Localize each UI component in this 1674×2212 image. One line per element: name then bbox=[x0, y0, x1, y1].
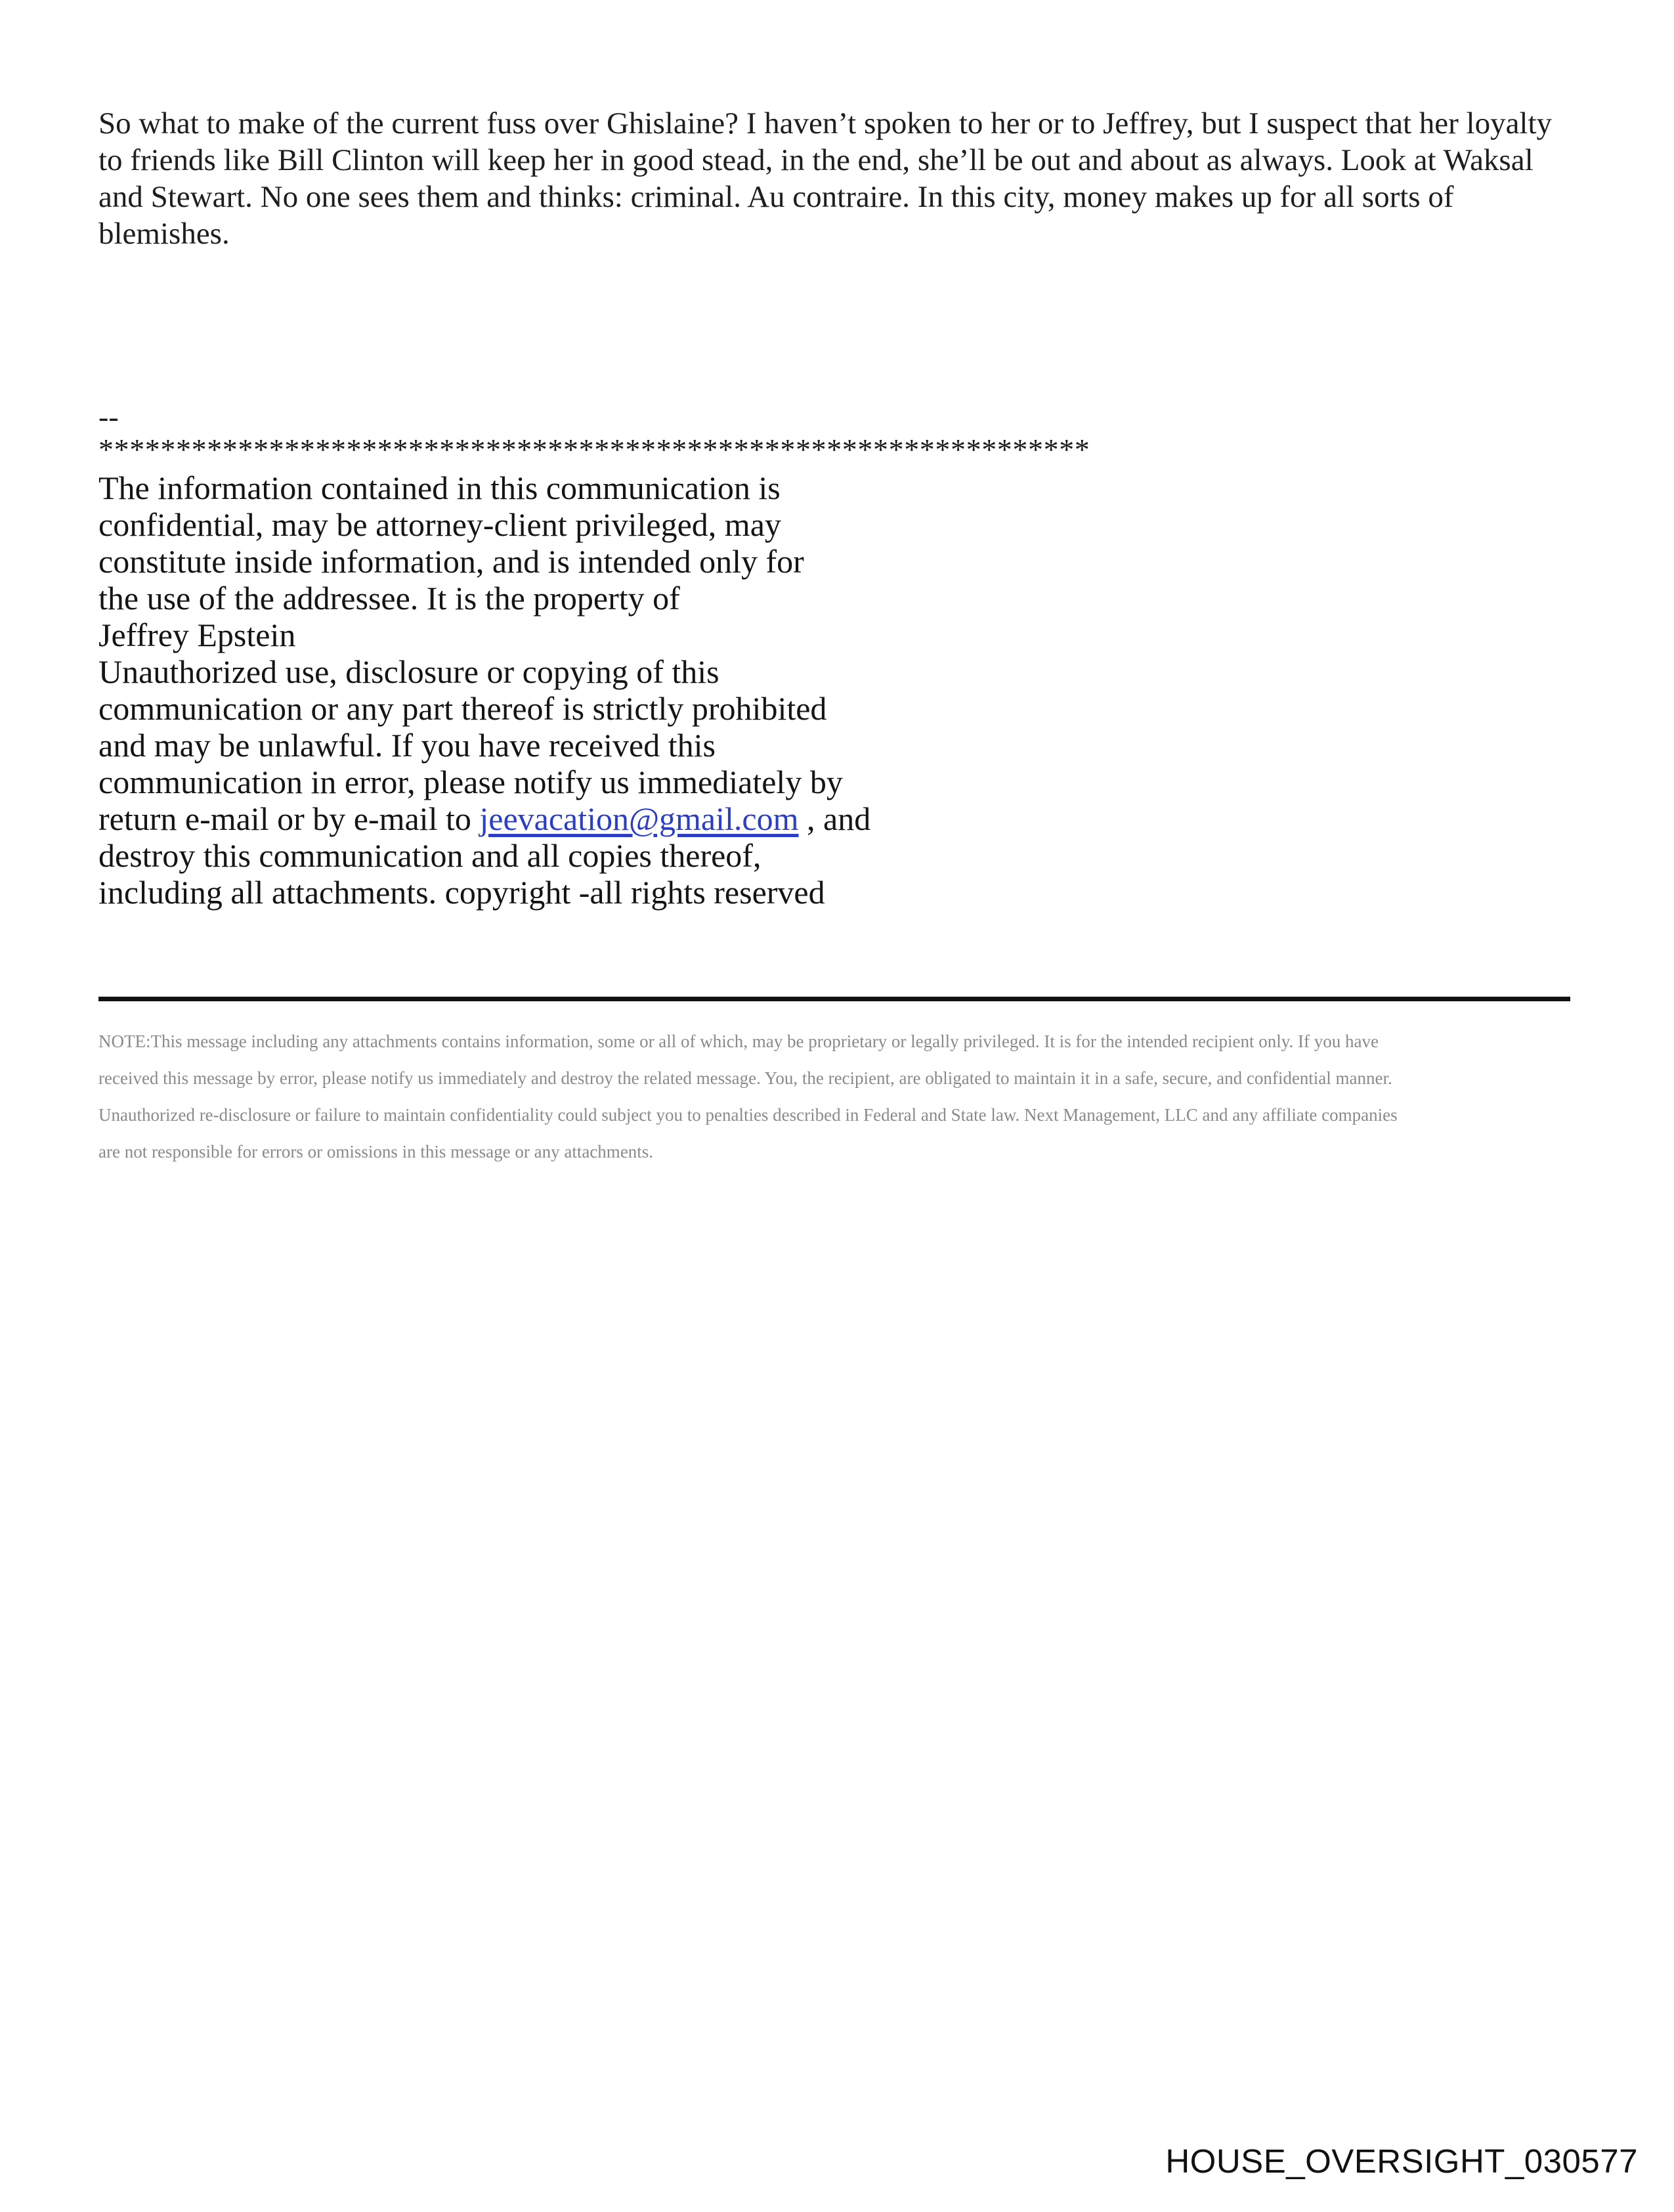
notice-line: Jeffrey Epstein bbox=[98, 617, 296, 653]
notice-line: The information contained in this communication is bbox=[98, 469, 781, 506]
body-line: and Stewart. No one sees them and thinks: criminal. Au contraire. In this city, money makes up for all sorts of bbox=[98, 180, 1454, 214]
notice-line: communication or any part thereof is strictly prohibited bbox=[98, 690, 827, 727]
email-body-paragraph bbox=[98, 105, 1582, 252]
return-line-prefix: return e-mail or by e-mail to bbox=[98, 800, 480, 837]
note-line: Unauthorized re-disclosure or failure to maintain confidentiality could subject you to penalties described in Federal and State law. Next Management, LLC and any affiliate companies bbox=[98, 1105, 1398, 1125]
signature-separator: -- bbox=[98, 400, 119, 433]
signature-star-divider: **************************************************************** bbox=[98, 433, 1090, 466]
notice-line: confidential, may be attorney-client privileged, may bbox=[98, 506, 781, 543]
notice-return-line bbox=[98, 800, 919, 837]
horizontal-rule bbox=[98, 997, 1570, 1001]
email-link[interactable]: jeevacation@gmail.com bbox=[479, 800, 799, 837]
notice-line: communication in error, please notify us immediately by bbox=[98, 764, 843, 800]
notice-line: Unauthorized use, disclosure or copying of this bbox=[98, 653, 719, 690]
return-line-suffix: , and bbox=[798, 800, 871, 837]
note-line: received this message by error, please notify us immediately and destroy the related message. You, the recipient, are obligated to maintain it in a safe, secure, and confidential manner. bbox=[98, 1068, 1392, 1088]
note-line: NOTE:This message including any attachments contains information, some or all of which, may be proprietary or legally privileged. It is for the intended recipient only. If you have bbox=[98, 1031, 1379, 1051]
notice-line: and may be unlawful. If you have received this bbox=[98, 727, 716, 764]
notice-line: constitute inside information, and is intended only for bbox=[98, 543, 804, 580]
notice-line: the use of the addressee. It is the property of bbox=[98, 580, 680, 617]
body-line: So what to make of the current fuss over Ghislaine? I haven’t spoken to her or to Jeffrey, but I suspect that her loyalty bbox=[98, 106, 1553, 141]
confidentiality-notice bbox=[98, 469, 919, 911]
legal-note bbox=[98, 1023, 1576, 1170]
note-line: are not responsible for errors or omissions in this message or any attachments. bbox=[98, 1142, 654, 1161]
bates-number: HOUSE_OVERSIGHT_030577 bbox=[1165, 2142, 1638, 2180]
notice-line: destroy this communication and all copies thereof, bbox=[98, 837, 762, 874]
body-line: blemishes. bbox=[98, 217, 230, 251]
notice-line: including all attachments. copyright -all rights reserved bbox=[98, 874, 825, 911]
body-line: to friends like Bill Clinton will keep her in good stead, in the end, she’ll be out and about as always. Look at Waksal bbox=[98, 143, 1534, 177]
